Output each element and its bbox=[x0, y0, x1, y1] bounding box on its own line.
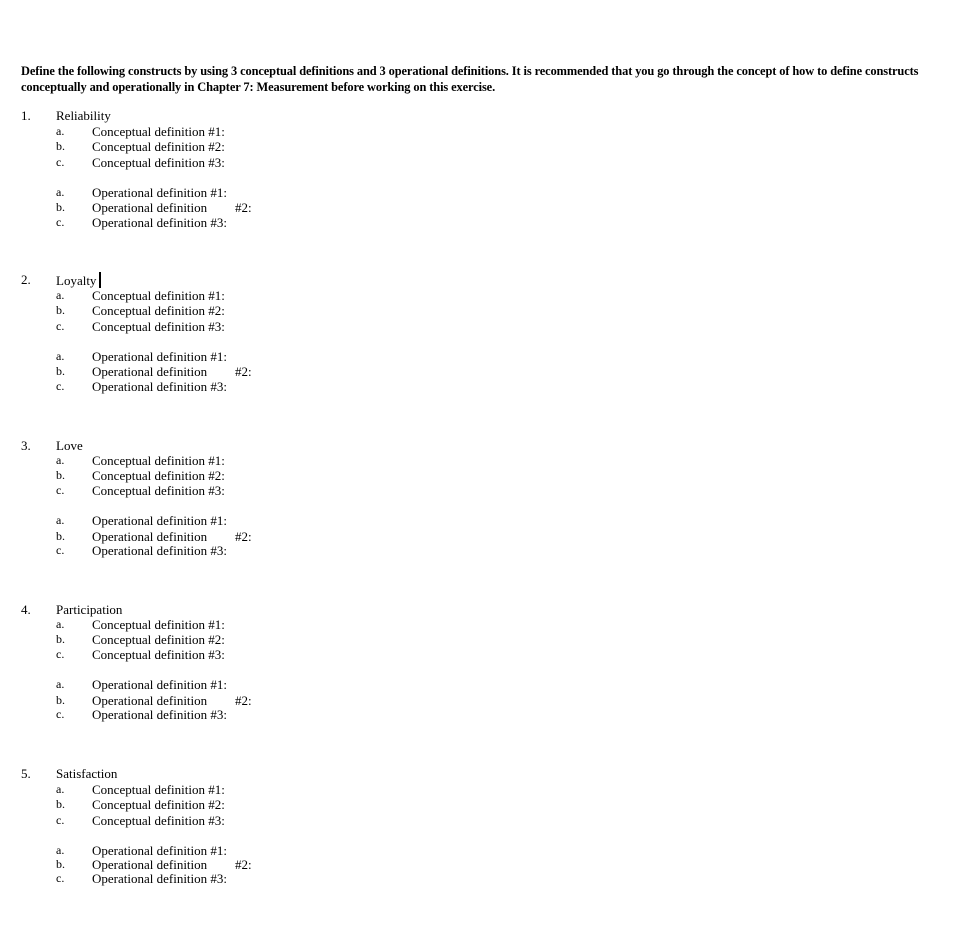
construct-title: Participation bbox=[56, 602, 123, 617]
conceptual-definition-label: Conceptual definition #2: bbox=[92, 468, 225, 483]
operational-definition-label: Operational definition #1: bbox=[92, 677, 228, 692]
construct-section-satisfaction bbox=[0, 766, 966, 896]
section-number: 5. bbox=[21, 766, 31, 781]
conceptual-definition-label: Conceptual definition #1: bbox=[92, 124, 225, 139]
construct-title: Love bbox=[56, 438, 83, 453]
list-letter: c. bbox=[56, 647, 65, 661]
construct-title-wrapper[interactable] bbox=[56, 272, 101, 287]
list-letter: a. bbox=[56, 843, 65, 857]
list-letter: c. bbox=[56, 871, 65, 885]
conceptual-definition-label: Conceptual definition #1: bbox=[92, 782, 225, 797]
instructions-paragraph: Define the following constructs by using 3 conceptual definitions and 3 operational definitions. It is recommended that you go through the concept of how to define constructs conceptually and operationally in Chapter 7: Measurement before working on this exercise. bbox=[21, 64, 919, 94]
list-letter: a. bbox=[56, 288, 65, 302]
list-letter: b. bbox=[56, 364, 65, 378]
operational-definition-number: #2: bbox=[235, 693, 252, 708]
operational-definition-label: Operational definition #3: bbox=[92, 543, 228, 558]
operational-definition-label: Operational definition #1: bbox=[92, 185, 228, 200]
conceptual-definition-label: Conceptual definition #3: bbox=[92, 155, 225, 170]
conceptual-definition-label: Conceptual definition #1: bbox=[92, 288, 225, 303]
text-cursor bbox=[99, 272, 101, 288]
list-letter: c. bbox=[56, 379, 65, 393]
conceptual-definition-label: Conceptual definition #2: bbox=[92, 139, 225, 154]
list-letter: b. bbox=[56, 139, 65, 153]
list-letter: b. bbox=[56, 797, 65, 811]
list-letter: b. bbox=[56, 303, 65, 317]
list-letter: c. bbox=[56, 707, 65, 721]
conceptual-definition-label: Conceptual definition #3: bbox=[92, 319, 225, 334]
operational-definition-label: Operational definition #1: bbox=[92, 843, 228, 858]
operational-definition-label: Operational definition #3: bbox=[92, 871, 228, 886]
list-letter: a. bbox=[56, 124, 65, 138]
list-letter: c. bbox=[56, 543, 65, 557]
operational-definition-label: Operational definition #1: bbox=[92, 513, 228, 528]
operational-definition-label: Operational definition bbox=[92, 693, 208, 708]
operational-definition-number: #2: bbox=[235, 364, 252, 379]
list-letter: c. bbox=[56, 215, 65, 229]
construct-section-loyalty bbox=[0, 272, 966, 402]
list-letter: a. bbox=[56, 453, 65, 467]
section-number: 3. bbox=[21, 438, 31, 453]
operational-definition-label: Operational definition bbox=[92, 529, 208, 544]
list-letter: b. bbox=[56, 693, 65, 707]
conceptual-definition-label: Conceptual definition #2: bbox=[92, 797, 225, 812]
operational-definition-label: Operational definition #3: bbox=[92, 707, 228, 722]
construct-section-love bbox=[0, 438, 966, 568]
conceptual-definition-label: Conceptual definition #1: bbox=[92, 453, 225, 468]
construct-title: Loyalty bbox=[56, 273, 97, 288]
list-letter: b. bbox=[56, 200, 65, 214]
list-letter: b. bbox=[56, 468, 65, 482]
section-number: 4. bbox=[21, 602, 31, 617]
list-letter: a. bbox=[56, 617, 65, 631]
conceptual-definition-label: Conceptual definition #3: bbox=[92, 647, 225, 662]
operational-definition-number: #2: bbox=[235, 529, 252, 544]
list-letter: a. bbox=[56, 185, 65, 199]
construct-title: Reliability bbox=[56, 108, 111, 123]
operational-definition-label: Operational definition #3: bbox=[92, 215, 228, 230]
list-letter: c. bbox=[56, 319, 65, 333]
operational-definition-number: #2: bbox=[235, 200, 252, 215]
operational-definition-label: Operational definition #1: bbox=[92, 349, 228, 364]
list-letter: a. bbox=[56, 513, 65, 527]
operational-definition-label: Operational definition bbox=[92, 364, 208, 379]
conceptual-definition-label: Conceptual definition #1: bbox=[92, 617, 225, 632]
construct-section-participation bbox=[0, 602, 966, 732]
list-letter: c. bbox=[56, 155, 65, 169]
list-letter: b. bbox=[56, 632, 65, 646]
list-letter: b. bbox=[56, 857, 65, 871]
section-number: 2. bbox=[21, 272, 31, 287]
conceptual-definition-label: Conceptual definition #2: bbox=[92, 632, 225, 647]
list-letter: a. bbox=[56, 677, 65, 691]
operational-definition-number: #2: bbox=[235, 857, 252, 872]
operational-definition-label: Operational definition bbox=[92, 200, 208, 215]
section-number: 1. bbox=[21, 108, 31, 123]
list-letter: b. bbox=[56, 529, 65, 543]
conceptual-definition-label: Conceptual definition #3: bbox=[92, 813, 225, 828]
construct-title: Satisfaction bbox=[56, 766, 118, 781]
conceptual-definition-label: Conceptual definition #2: bbox=[92, 303, 225, 318]
construct-section-reliability bbox=[0, 108, 966, 238]
list-letter: c. bbox=[56, 483, 65, 497]
list-letter: a. bbox=[56, 782, 65, 796]
list-letter: a. bbox=[56, 349, 65, 363]
operational-definition-label: Operational definition bbox=[92, 857, 208, 872]
list-letter: c. bbox=[56, 813, 65, 827]
operational-definition-label: Operational definition #3: bbox=[92, 379, 228, 394]
conceptual-definition-label: Conceptual definition #3: bbox=[92, 483, 225, 498]
